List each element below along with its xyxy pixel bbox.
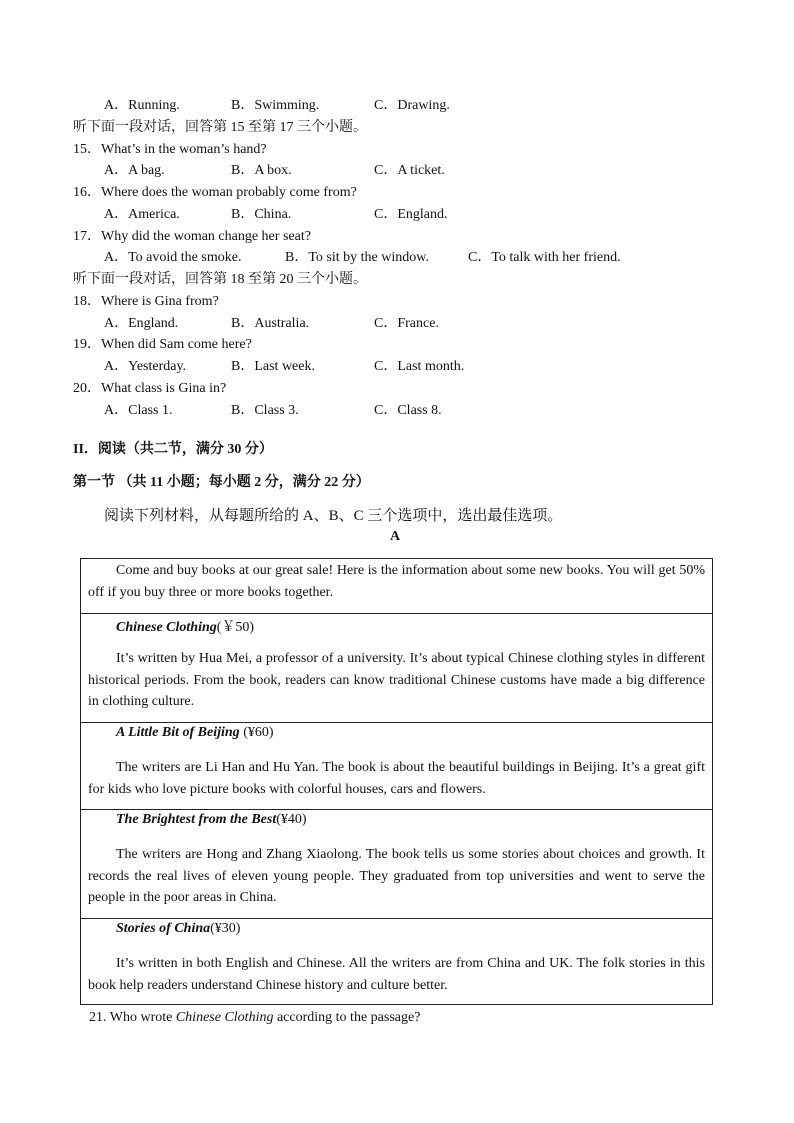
book-cell-2 (81, 723, 712, 810)
q15-option-a: A．A bag. (104, 163, 165, 178)
q16-option-b: B．China. (231, 207, 292, 222)
q20-option-a: A．Class 1. (104, 403, 173, 418)
book-title-row (116, 921, 240, 937)
q14-option-b: B．Swimming. (231, 98, 320, 113)
instruction-15-17: 听下面一段对话，回答第 15 至第 17 三个小题。 (73, 120, 367, 135)
book-description: The writers are Hong and Zhang Xiaolong. The book tells us some stories about choices and growth. It records the real lives of eleven young people. They graduated from top universities and went to serve the people in the poor areas in China. (88, 847, 705, 905)
q18-option-b: B．Australia. (231, 316, 310, 331)
part-title: 第一节 （共 11 小题；每小题 2 分，满分 22 分） (73, 475, 370, 490)
question-19: 19．When did Sam come here? (73, 337, 252, 352)
q14-option-a: A．Running. (104, 98, 180, 113)
book-price: (¥30) (210, 921, 241, 936)
book-price: (￥50) (216, 620, 255, 635)
question-17: 17．Why did the woman change her seat? (73, 229, 311, 244)
instruction-18-20: 听下面一段对话，回答第 18 至第 20 三个小题。 (73, 272, 367, 287)
section-title: II．阅读（共二节，满分 30 分） (73, 442, 273, 457)
q19-option-a: A．Yesterday. (104, 359, 187, 374)
q20-option-c: C．Class 8. (374, 403, 442, 418)
q14-option-c: C．Drawing. (374, 98, 450, 113)
question-16: 16．Where does the woman probably come from? (73, 185, 357, 200)
book-title: The Brightest from the Best (116, 812, 277, 827)
question-18: 18．Where is Gina from? (73, 294, 219, 309)
passage-label: A (390, 529, 401, 544)
book-description: It’s written in both English and Chinese. All the writers are from China and UK. The folk stories in this book help readers understand Chinese history and culture better. (88, 956, 705, 993)
q19-option-c: C．Last month. (374, 359, 465, 374)
book-price: (¥40) (276, 812, 307, 827)
q17-option-b: B．To sit by the window. (285, 250, 429, 265)
q17-option-a: A．To avoid the smoke. (104, 250, 242, 265)
book-title: A Little Bit of Beijing (116, 725, 240, 740)
q16-option-a: A．America. (104, 207, 180, 222)
q21-book-title: Chinese Clothing (175, 1010, 274, 1025)
q18-option-c: C．France. (374, 316, 439, 331)
q15-option-b: B．A box. (231, 163, 292, 178)
book-cell-1 (81, 614, 712, 723)
q19-option-b: B．Last week. (231, 359, 315, 374)
q18-option-a: A．England. (104, 316, 179, 331)
question-15: 15．What’s in the woman’s hand? (73, 142, 267, 157)
q15-option-c: C．A ticket. (374, 163, 445, 178)
book-title-row (116, 812, 307, 828)
intro-text: Come and buy books at our great sale! Here is the information about some new books. You will get 50% off if you buy three or more books together. (88, 563, 705, 600)
q21-prefix: 21. Who wrote (89, 1010, 176, 1025)
intro-cell (81, 559, 712, 614)
reading-instruction: 阅读下列材料，从每题所给的 A、B、C 三个选项中，选出最佳选项。 (104, 508, 563, 524)
question-21 (89, 1009, 420, 1027)
book-price: (¥60) (239, 725, 274, 740)
book-title-row (116, 725, 274, 741)
book-table (80, 558, 713, 1005)
book-description: The writers are Li Han and Hu Yan. The book is about the beautiful buildings in Beijing. It’s a great gift for kids who love picture books with colorful houses, cars and flowers. (88, 760, 705, 797)
q21-suffix: according to the passage? (273, 1010, 421, 1025)
book-title: Stories of China (116, 921, 211, 936)
book-title: Chinese Clothing (116, 620, 217, 635)
book-description: It’s written by Hua Mei, a professor of a university. It’s about typical Chinese clothing styles in different historical periods. From the book, readers can know traditional Chinese customs have made a big difference in clothing culture. (88, 651, 705, 709)
question-20: 20．What class is Gina in? (73, 381, 227, 396)
book-cell-3 (81, 810, 712, 919)
q20-option-b: B．Class 3. (231, 403, 299, 418)
book-title-row (116, 616, 254, 636)
q17-option-c: C．To talk with her friend. (468, 250, 621, 265)
q16-option-c: C．England. (374, 207, 448, 222)
book-cell-4 (81, 919, 712, 1004)
